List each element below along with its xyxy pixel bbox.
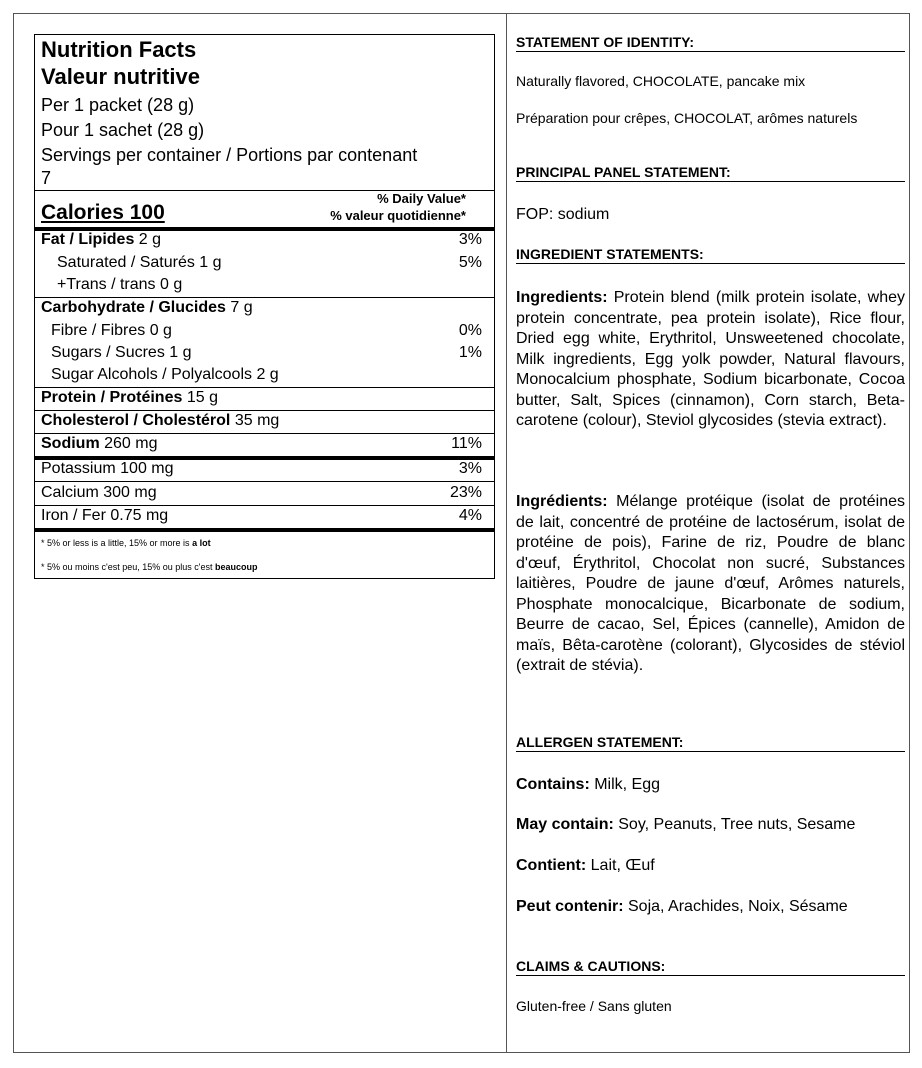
fibre-pct: 0%	[458, 322, 482, 339]
principal-heading: PRINCIPAL PANEL STATEMENT:	[516, 164, 905, 182]
divider	[35, 387, 494, 388]
potassium-pct: 3%	[458, 460, 482, 477]
trans-row	[41, 276, 482, 294]
daily-value-fr: % valeur quotidienne*	[330, 208, 466, 223]
cholesterol-row	[41, 412, 482, 430]
thick-divider	[35, 528, 494, 532]
identity-en: Naturally flavored, CHOCOLATE, pancake mix	[516, 73, 806, 89]
divider	[35, 297, 494, 298]
carb-amount: 7 g	[225, 299, 253, 316]
ingredients-fr-label: Ingrédients:	[516, 493, 608, 510]
sugar-alcohols-row	[41, 366, 482, 384]
divider	[35, 433, 494, 434]
fat-label: Fat / Lipides	[41, 231, 135, 248]
principal-text: FOP: sodium	[516, 206, 610, 223]
calories: Calories 100	[41, 201, 165, 224]
nutrition-facts-table	[34, 34, 495, 579]
identity-heading: STATEMENT OF IDENTITY:	[516, 34, 905, 52]
peut-contenir-line	[516, 898, 905, 916]
ingredients-fr	[516, 492, 905, 677]
cholesterol-amount: 35 mg	[230, 412, 280, 429]
identity-fr: Préparation pour crêpes, CHOCOLAT, arômes naturels	[516, 110, 858, 126]
fibre-row	[41, 322, 482, 340]
trans-text: +Trans / trans 0 g	[57, 276, 183, 293]
potassium-row	[41, 460, 482, 478]
peut-contenir-text: Soja, Arachides, Noix, Sésame	[623, 898, 848, 915]
protein-label: Protein / Protéines	[41, 389, 183, 406]
calcium-row	[41, 484, 482, 502]
sodium-row	[41, 435, 482, 453]
sugars-text: Sugars / Sucres 1 g	[51, 344, 192, 361]
carb-label: Carbohydrate / Glucides	[41, 299, 226, 316]
servings-per-container: Servings per container / Portions par contenant	[41, 145, 418, 165]
saturated-pct: 5%	[458, 254, 482, 271]
saturated-row	[41, 254, 482, 272]
may-contain-line	[516, 816, 905, 834]
saturated-text: Saturated / Saturés 1 g	[57, 254, 222, 271]
sodium-label: Sodium	[41, 435, 100, 452]
sodium-pct: 11%	[451, 435, 482, 452]
calcium-text: Calcium 300 mg	[41, 484, 157, 501]
contient-label: Contient:	[516, 857, 587, 874]
footnote-fr-bold: beaucoup	[215, 562, 258, 572]
fat-row	[41, 231, 482, 249]
ingredients-en	[516, 288, 905, 432]
allergen-heading: ALLERGEN STATEMENT:	[516, 734, 905, 752]
sodium-amount: 260 mg	[99, 435, 158, 452]
iron-pct: 4%	[458, 507, 482, 524]
daily-value-en: % Daily Value*	[377, 191, 466, 206]
cholesterol-label: Cholesterol / Cholestérol	[41, 412, 231, 429]
claims-text: Gluten-free / Sans gluten	[516, 998, 672, 1014]
contains-label: Contains:	[516, 776, 590, 793]
daily-value-heading	[330, 190, 466, 224]
may-contain-text: Soy, Peanuts, Tree nuts, Sesame	[613, 816, 856, 833]
iron-row	[41, 507, 482, 525]
ingredients-en-label: Ingredients:	[516, 289, 608, 306]
footnote-en	[41, 538, 211, 548]
nutrition-title-en: Nutrition Facts	[41, 37, 197, 62]
fat-pct: 3%	[458, 231, 482, 248]
footnote-fr	[41, 562, 258, 572]
contains-line	[516, 776, 905, 794]
divider	[35, 505, 494, 506]
footnote-en-text: * 5% or less is a little, 15% or more is	[41, 538, 193, 548]
fat-amount: 2 g	[134, 231, 162, 248]
carb-row	[41, 299, 482, 317]
may-contain-label: May contain:	[516, 816, 614, 833]
fibre-text: Fibre / Fibres 0 g	[51, 322, 172, 339]
peut-contenir-label: Peut contenir:	[516, 898, 624, 915]
nutrition-title-fr: Valeur nutritive	[41, 64, 200, 89]
calcium-pct: 23%	[449, 484, 482, 501]
footnote-fr-text: * 5% ou moins c'est peu, 15% ou plus c'est	[41, 562, 216, 572]
serving-size-fr: Pour 1 sachet (28 g)	[41, 120, 205, 140]
protein-row	[41, 389, 482, 407]
contains-text: Milk, Egg	[589, 776, 661, 793]
iron-text: Iron / Fer 0.75 mg	[41, 507, 169, 524]
ingredients-fr-text: Mélange protéique (isolat de protéines de lait, concentré de protéine de lactosérum, isolat de protéine de pois), Farine de riz, Poudre de blanc d'œuf, Érythritol, Chocolat non sucré, Substances laitières, Poudre de jaune d'œuf, Arômes naturels, Phosphate monocalcique, Bicarbonate de sodium, Beurre de cacao, Sel, Épices (cannelle), Amidon de maïs, Bêta-carotène (colorant), Glycosides de stéviol (extrait de stévia).	[516, 493, 905, 674]
column-divider	[506, 13, 507, 1053]
ingredients-heading: INGREDIENT STATEMENTS:	[516, 246, 905, 264]
serving-size-en: Per 1 packet (28 g)	[41, 95, 195, 115]
sugars-pct: 1%	[458, 344, 482, 361]
potassium-text: Potassium 100 mg	[41, 460, 174, 477]
contient-text: Lait, Œuf	[586, 857, 655, 874]
contient-line	[516, 857, 905, 875]
sugar-alcohols-text: Sugar Alcohols / Polyalcools 2 g	[51, 366, 279, 383]
footnote-en-bold: a lot	[192, 538, 211, 548]
claims-heading: CLAIMS & CAUTIONS:	[516, 958, 905, 976]
divider	[35, 481, 494, 482]
protein-amount: 15 g	[182, 389, 218, 406]
servings-value: 7	[41, 168, 52, 188]
divider	[35, 410, 494, 411]
sugars-row	[41, 344, 482, 362]
ingredients-en-text: Protein blend (milk protein isolate, whey protein concentrate, pea protein isolate), Rice flour, Dried egg white, Erythritol, Unsweetened chocolate, Milk ingredients, Egg yolk powder, Natural flavours, Monocalcium phosphate, Sodium bicarbonate, Cocoa butter, Salt, Spices (cinnamon), Corn starch, Beta-carotene (colour), Steviol glycosides (stevia extract).	[516, 289, 905, 429]
